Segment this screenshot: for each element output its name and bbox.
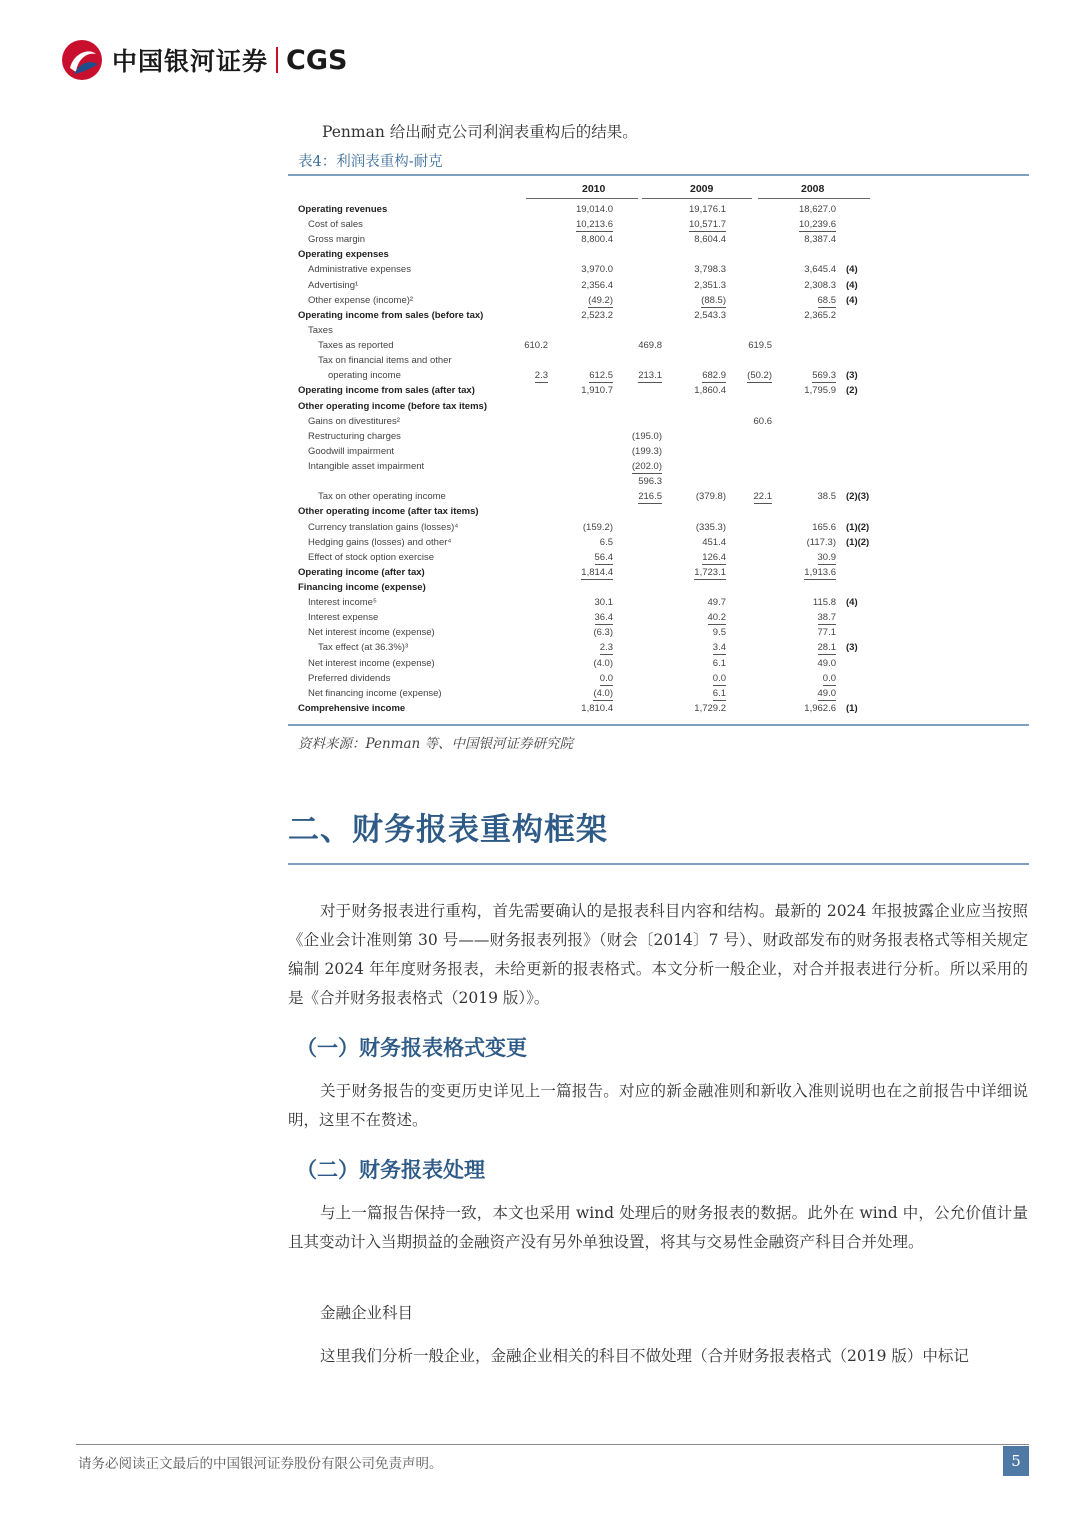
row-value: 0.0 bbox=[599, 672, 613, 684]
row-value: (50.2) bbox=[747, 370, 772, 382]
row-value: 612.5 bbox=[589, 370, 613, 382]
row-value: 115.8 bbox=[812, 597, 836, 609]
row-label: Operating income from sales (after tax) bbox=[298, 385, 475, 397]
row-value: (49.2) bbox=[588, 294, 613, 306]
table-row bbox=[290, 552, 1030, 567]
table-row bbox=[290, 673, 1030, 688]
row-value: 77.1 bbox=[817, 627, 836, 639]
table-source-note: 资料来源：Penman 等、中国银河证券研究院 bbox=[298, 736, 573, 752]
table-row bbox=[290, 567, 1030, 582]
footer-disclaimer: 请务必阅读正文最后的中国银河证券股份有限公司免责声明。 bbox=[78, 1456, 443, 1472]
table-row bbox=[290, 355, 1030, 370]
row-value: 56.4 bbox=[594, 551, 613, 563]
table-row bbox=[290, 476, 1030, 491]
row-label: Net financing income (expense) bbox=[308, 687, 442, 699]
row-label: Operating income from sales (before tax) bbox=[298, 309, 484, 321]
row-note: (3) bbox=[846, 370, 858, 382]
table-row bbox=[290, 249, 1030, 264]
row-value: 19,176.1 bbox=[689, 204, 726, 215]
cgs-logo-icon bbox=[60, 38, 104, 82]
page-number: 5 bbox=[1003, 1446, 1029, 1476]
row-note: (3) bbox=[846, 642, 858, 654]
row-value: 1,795.9 bbox=[804, 385, 836, 397]
row-label: Taxes as reported bbox=[318, 340, 394, 352]
table-bottom-rule bbox=[288, 724, 1029, 726]
row-value: 2,365.2 bbox=[804, 309, 836, 321]
row-value: 3.4 bbox=[712, 642, 726, 654]
table-row bbox=[290, 642, 1030, 657]
row-value: 213.1 bbox=[638, 370, 662, 382]
row-label: Restructuring charges bbox=[308, 430, 401, 442]
table-row bbox=[290, 310, 1030, 325]
subsection-title-format-change: （一）财务报表格式变更 bbox=[296, 1035, 527, 1060]
year-header-2008: 2008 bbox=[801, 183, 825, 195]
table-row bbox=[290, 658, 1030, 673]
row-value: 1,913.6 bbox=[804, 566, 836, 578]
row-value: 38.7 bbox=[817, 612, 836, 624]
table-row bbox=[290, 612, 1030, 627]
row-label: Operating expenses bbox=[298, 249, 389, 261]
row-label: Administrative expenses bbox=[308, 264, 411, 276]
row-label: Goodwill impairment bbox=[308, 445, 395, 457]
row-value: 18,627.0 bbox=[799, 204, 836, 215]
table-row bbox=[290, 506, 1030, 521]
paragraph-financial-subjects-heading: 金融企业科目 bbox=[320, 1304, 414, 1322]
row-value: 165.6 bbox=[812, 521, 836, 533]
table-row bbox=[290, 280, 1030, 295]
row-value: 1,910.7 bbox=[581, 385, 613, 397]
row-value: 2,523.2 bbox=[581, 309, 613, 321]
row-value: 1,810.4 bbox=[581, 702, 613, 714]
row-value: 216.5 bbox=[638, 491, 662, 503]
row-label: Interest expense bbox=[308, 612, 379, 624]
row-value: 1,729.2 bbox=[694, 702, 726, 714]
row-value: (4.0) bbox=[593, 687, 613, 699]
table-caption: 表4：利润表重构-耐克 bbox=[298, 154, 443, 170]
year-header-2009: 2009 bbox=[690, 183, 714, 195]
row-value: 0.0 bbox=[822, 672, 836, 684]
row-label: Tax on financial items and other bbox=[318, 355, 452, 367]
row-label: Currency translation gains (losses)⁴ bbox=[308, 521, 459, 533]
row-value: 30.1 bbox=[594, 597, 613, 609]
row-value: 68.5 bbox=[817, 294, 836, 306]
row-label: Gains on divestitures² bbox=[308, 415, 400, 427]
row-label: Preferred dividends bbox=[308, 672, 391, 684]
row-label: Other operating income (after tax items) bbox=[298, 506, 479, 518]
row-label: Comprehensive income bbox=[298, 702, 406, 714]
row-value: 682.9 bbox=[702, 370, 726, 382]
row-label: Financing income (expense) bbox=[298, 582, 426, 593]
row-value: 10,239.6 bbox=[799, 219, 836, 231]
row-value: 3,645.4 bbox=[804, 264, 836, 276]
table-row bbox=[290, 537, 1030, 552]
table-row bbox=[290, 703, 1030, 718]
row-value: 8,604.4 bbox=[694, 234, 726, 246]
table-row bbox=[290, 370, 1030, 385]
paragraph-report-structure: 对于财务报表进行重构，首先需要确认的是报表科目内容和结构。最新的 2024 年报披露企业应当按照《企业会计准则第 30 号——财务报表列报》（财会〔2014〕7 号）、财政部发布的财务报表格式等相关规定编制 2024 年年度财务报表，未给更新的报表格式。本文分析一般企业，对合并报表进行分析。所以采用的是《合并财务报表格式（2019 版）》。 bbox=[288, 902, 1028, 1007]
row-note: (1) bbox=[846, 702, 858, 714]
paragraph-format-change: 关于财务报告的变更历史详见上一篇报告。对应的新金融准则和新收入准则说明也在之前报告中详细说明，这里不在赘述。 bbox=[288, 1082, 1028, 1129]
row-note: (2)(3) bbox=[846, 491, 870, 503]
table-row bbox=[290, 264, 1030, 279]
row-value: 2,351.3 bbox=[694, 279, 726, 291]
row-value: 2,308.3 bbox=[804, 279, 836, 291]
table-row bbox=[290, 416, 1030, 431]
row-label: Intangible asset impairment bbox=[308, 461, 425, 473]
paragraph-processing: 与上一篇报告保持一致，本文也采用 wind 处理后的财务报表的数据。此外在 wind 中，公允价值计量且其变动计入当期损益的金融资产没有另外单独设置，将其与交易性金融资产科目合并处理。 bbox=[288, 1204, 1028, 1251]
row-label: Advertising¹ bbox=[308, 279, 359, 291]
row-value: 2,356.4 bbox=[581, 279, 613, 291]
row-value: 8,800.4 bbox=[581, 234, 613, 246]
row-value: 40.2 bbox=[707, 612, 726, 624]
row-label: Taxes bbox=[308, 324, 333, 336]
row-value: 3,798.3 bbox=[694, 264, 726, 276]
row-value: 2.3 bbox=[599, 642, 613, 654]
row-label: Tax effect (at 36.3%)³ bbox=[318, 642, 409, 654]
row-label: Effect of stock option exercise bbox=[308, 551, 435, 563]
row-label: Cost of sales bbox=[308, 219, 363, 231]
row-value: 30.9 bbox=[817, 551, 836, 563]
intro-sentence: Penman 给出耐克公司利润表重构后的结果。 bbox=[322, 123, 638, 141]
row-value: 3,970.0 bbox=[581, 264, 613, 276]
row-value: 38.5 bbox=[817, 491, 836, 503]
row-label: Interest income⁵ bbox=[308, 597, 377, 609]
table-row bbox=[290, 597, 1030, 612]
row-value: 49.0 bbox=[817, 657, 836, 669]
row-value: 469.8 bbox=[638, 340, 662, 352]
row-note: (2) bbox=[846, 385, 858, 397]
row-value: 1,814.4 bbox=[581, 566, 613, 578]
table-row bbox=[290, 688, 1030, 703]
row-value: 596.3 bbox=[638, 476, 662, 488]
table-row bbox=[290, 431, 1030, 446]
row-note: (4) bbox=[846, 264, 858, 276]
logo-divider bbox=[276, 47, 278, 73]
row-value: 0.0 bbox=[712, 672, 726, 684]
row-label: Other operating income (before tax items) bbox=[298, 400, 487, 412]
row-value: (195.0) bbox=[631, 430, 662, 442]
row-value: 451.4 bbox=[702, 536, 726, 548]
row-value: 2,543.3 bbox=[694, 309, 726, 321]
row-label: Operating income (after tax) bbox=[298, 566, 425, 578]
row-label: Gross margin bbox=[308, 234, 366, 246]
row-value: 619.5 bbox=[748, 340, 772, 352]
table-row bbox=[290, 340, 1030, 355]
row-value: 49.7 bbox=[707, 597, 726, 609]
row-value: 610.2 bbox=[524, 340, 548, 352]
table-row bbox=[290, 522, 1030, 537]
table-row bbox=[290, 446, 1030, 461]
row-label: Net interest income (expense) bbox=[308, 657, 435, 669]
row-value: 1,860.4 bbox=[694, 385, 726, 397]
row-value: 22.1 bbox=[753, 491, 772, 503]
row-note: (4) bbox=[846, 279, 858, 291]
row-value: (199.3) bbox=[631, 445, 662, 457]
row-value: 1,723.1 bbox=[694, 566, 726, 578]
row-value: 2.3 bbox=[534, 370, 548, 382]
row-value: 126.4 bbox=[702, 551, 726, 563]
row-value: (4.0) bbox=[593, 657, 613, 669]
row-note: (4) bbox=[846, 597, 858, 609]
row-label: Operating revenues bbox=[298, 204, 388, 215]
logo-chinese-text: 中国银河证券 bbox=[112, 47, 269, 76]
table-row bbox=[290, 461, 1030, 476]
row-value: (202.0) bbox=[631, 461, 662, 473]
year-rule bbox=[758, 198, 870, 199]
table-row bbox=[290, 204, 1030, 219]
footer-rule bbox=[76, 1444, 1029, 1445]
row-value: (379.8) bbox=[695, 491, 726, 503]
income-statement-table bbox=[290, 176, 1030, 721]
table-row bbox=[290, 234, 1030, 249]
row-value: 569.3 bbox=[812, 370, 836, 382]
row-value: 6.1 bbox=[712, 687, 726, 699]
row-label: Other expense (income)² bbox=[308, 294, 414, 306]
row-value: 9.5 bbox=[712, 627, 726, 639]
row-value: 49.0 bbox=[817, 687, 836, 699]
table-row bbox=[290, 401, 1030, 416]
row-value: 6.1 bbox=[712, 657, 726, 669]
row-note: (1)(2) bbox=[846, 521, 870, 533]
row-label: Tax on other operating income bbox=[318, 491, 446, 503]
row-value: 60.6 bbox=[753, 415, 772, 427]
row-value: (335.3) bbox=[695, 521, 726, 533]
row-value: (117.3) bbox=[806, 536, 836, 548]
row-value: 8,387.4 bbox=[804, 234, 836, 246]
table-row bbox=[290, 627, 1030, 642]
row-value: 6.5 bbox=[599, 536, 613, 548]
row-value: (6.3) bbox=[593, 627, 613, 639]
table-row bbox=[290, 295, 1030, 310]
paragraph-financial-subjects: 这里我们分析一般企业，金融企业相关的科目不做处理（合并财务报表格式（2019 版）中标记 bbox=[320, 1347, 969, 1365]
row-value: 19,014.0 bbox=[576, 204, 613, 215]
row-label: Hedging gains (losses) and other⁴ bbox=[308, 536, 452, 548]
row-value: 10,571.7 bbox=[689, 219, 726, 231]
row-value: 10,213.6 bbox=[576, 219, 613, 231]
table-row bbox=[290, 491, 1030, 506]
section-title: 二、财务报表重构框架 bbox=[288, 812, 608, 848]
table-row bbox=[290, 582, 1030, 597]
row-value: 28.1 bbox=[817, 642, 836, 654]
row-note: (4) bbox=[846, 294, 858, 306]
row-label: operating income bbox=[328, 370, 401, 382]
table-row bbox=[290, 325, 1030, 340]
logo-english-text: CGS bbox=[286, 44, 348, 76]
subsection-title-processing: （二）财务报表处理 bbox=[296, 1157, 485, 1182]
year-rule bbox=[526, 198, 638, 199]
row-value: (159.2) bbox=[582, 521, 613, 533]
year-header-2010: 2010 bbox=[582, 183, 606, 195]
table-row bbox=[290, 385, 1030, 400]
year-rule bbox=[642, 198, 752, 199]
row-value: 1,962.6 bbox=[804, 702, 836, 714]
header-logo bbox=[60, 38, 347, 82]
section-title-rule bbox=[288, 863, 1029, 865]
row-note: (1)(2) bbox=[846, 536, 870, 548]
row-value: (88.5) bbox=[701, 294, 726, 306]
row-label: Net interest income (expense) bbox=[308, 627, 435, 639]
table-row bbox=[290, 219, 1030, 234]
row-value: 36.4 bbox=[594, 612, 613, 624]
